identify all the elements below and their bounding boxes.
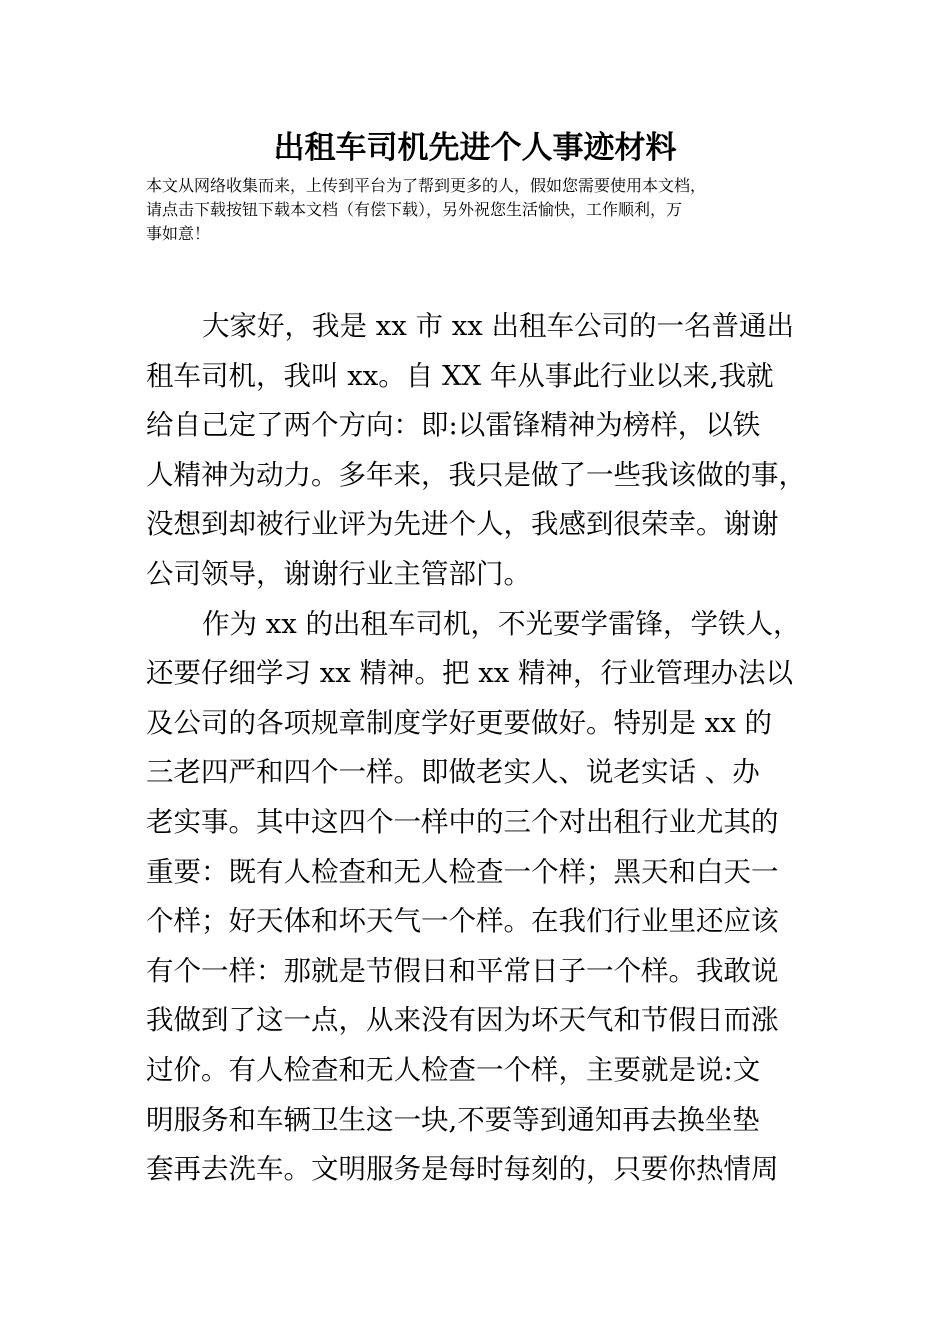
body-text-line: 人精神为动力。多年来，我只是做了一些我该做的事，: [146, 458, 806, 491]
disclaimer-line: 请点击下载按钮下载本文档（有偿下载），另外祝您生活愉快，工作顺利，万: [146, 200, 683, 219]
disclaimer-line: 本文从网络收集而来，上传到平台为了帮到更多的人，假如您需要使用本文档，: [146, 176, 707, 195]
body-text-line: 大家好，我是 xx 市 xx 出租车公司的一名普通出: [202, 310, 795, 342]
body-text-line: 还要仔细学习 xx 精神。把 xx 精神，行业管理办法以: [146, 657, 794, 690]
body-text-line: 有个一样：那就是节假日和平常日子一个样。我敢说: [146, 954, 779, 987]
body-text-line: 个样；好天体和坏天气一个样。在我们行业里还应该: [146, 905, 779, 938]
body-text-line: 我做到了这一点，从来没有因为坏天气和节假日而涨: [146, 1004, 779, 1037]
document-title: 出租车司机先进个人事迹材料: [273, 130, 677, 166]
body-text-line: 三老四严和四个一样。即做老实人、说老实话 、办: [146, 756, 760, 789]
document-body: [146, 302, 816, 1195]
body-text-line: 明服务和车辆卫生这一块,不要等到通知再去换坐垫: [146, 1103, 760, 1136]
body-text-line: 作为 xx 的出租车司机，不光要学雷锋，学铁人，: [202, 607, 801, 640]
body-text-line: 给自己定了两个方向：即:以雷锋精神为榜样，以铁: [146, 409, 761, 442]
body-text-line: 过价。有人检查和无人检查一个样，主要就是说:文: [146, 1053, 761, 1086]
body-text-line: 及公司的各项规章制度学好更要做好。特别是 xx 的: [146, 706, 772, 739]
body-text-line: 公司领导，谢谢行业主管部门。: [146, 557, 531, 590]
body-text-line: 老实事。其中这四个一样中的三个对出租行业尤其的: [146, 805, 779, 838]
disclaimer-line: 事如意！: [146, 224, 211, 243]
body-text-line: 没想到却被行业评为先进个人，我感到很荣幸。谢谢: [146, 508, 779, 541]
disclaimer-paragraph: [146, 174, 816, 246]
body-text-line: 租车司机，我叫 xx。自 XX 年从事此行业以来,我就: [146, 359, 774, 392]
body-text-line: 重要：既有人检查和无人检查一个样；黑天和白天一: [146, 855, 779, 888]
body-text-line: 套再去洗车。文明服务是每时每刻的，只要你热情周: [146, 1153, 779, 1186]
